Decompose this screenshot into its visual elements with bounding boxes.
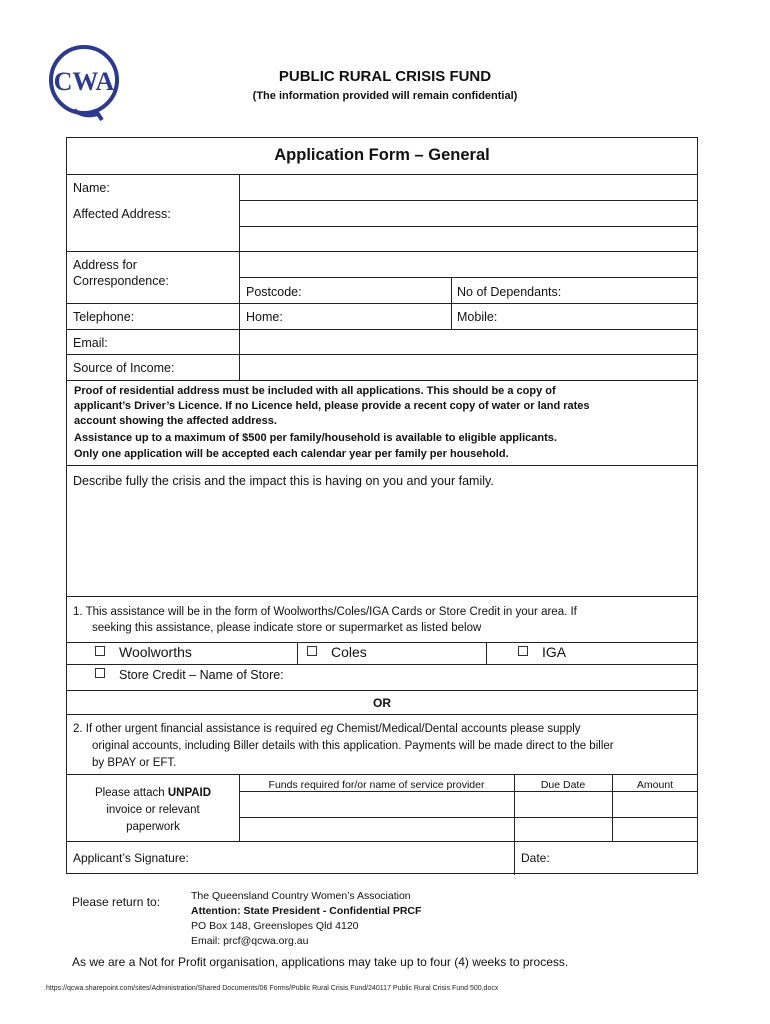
describe-label: Describe fully the crisis and the impact this is having on you and your family. [73, 474, 494, 488]
describe-field[interactable] [69, 492, 695, 594]
proof-note-line: account showing the affected address. [74, 415, 277, 427]
checkbox-store-credit[interactable] [95, 668, 105, 678]
option-coles[interactable]: Coles [307, 644, 367, 660]
application-form [66, 137, 698, 874]
amount-header: Amount [636, 779, 674, 791]
checkbox-woolworths[interactable] [95, 646, 105, 656]
attention-line: Attention: State President - Confidential PRCF [191, 905, 422, 917]
org-name: The Queensland Country Women’s Association [191, 890, 411, 902]
processing-note: As we are a Not for Profit organisation, applications may take up to four (4) weeks to process. [72, 955, 569, 969]
name-field[interactable] [243, 176, 697, 200]
return-label: Please return to: [72, 895, 161, 909]
checkbox-iga[interactable] [518, 646, 528, 656]
logo-text: CWA [53, 67, 115, 96]
attach-line1: Please attach UNPAID [94, 787, 212, 799]
signature-label: Applicant’s Signature: [73, 851, 189, 865]
option-iga[interactable]: IGA [518, 644, 566, 660]
name-label: Name: [73, 181, 110, 195]
correspondence-label-1: Address for [73, 258, 137, 272]
affected-address-label: Affected Address: [73, 207, 171, 221]
telephone-label: Telephone: [73, 310, 135, 324]
affected-address-field[interactable] [243, 202, 697, 250]
or-divider: OR [373, 696, 391, 710]
income-label: Source of Income: [73, 361, 175, 375]
item2-line2: original accounts, including Biller details with this application. Payments will be made direct to the biller [92, 740, 614, 752]
checkbox-coles[interactable] [307, 646, 317, 656]
email-contact: Email: prcf@qcwa.org.au [191, 935, 309, 947]
item2-line3: by BPAY or EFT. [92, 757, 177, 769]
email-field[interactable] [243, 331, 697, 353]
attach-line2: invoice or relevant [106, 804, 200, 816]
postcode-label[interactable]: Postcode: [246, 285, 302, 299]
due-date-header: Due Date [540, 779, 586, 791]
page-subtitle: (The information provided will remain confidential) [252, 90, 518, 102]
attach-line3: paperwork [126, 821, 180, 833]
form-title: Application Form – General [274, 146, 490, 164]
dependants-label[interactable]: No of Dependants: [457, 285, 562, 299]
document-url: https://qcwa.sharepoint.com/sites/Administration/Shared Documents/06 Forms/Public Rural Crisis Fund/240117 Public Rural Crisis Fund 500.docx [46, 985, 499, 992]
item1-line1: 1. This assistance will be in the form of Woolworths/Coles/IGA Cards or Store Credit in your area. If [73, 606, 577, 618]
signature-field[interactable] [227, 843, 507, 873]
po-box: PO Box 148, Greenslopes Qld 4120 [191, 920, 359, 932]
one-application-note: Only one application will be accepted each calendar year per family per household. [74, 448, 509, 460]
email-label: Email: [73, 336, 108, 350]
mobile-phone-field[interactable]: Mobile: [457, 310, 498, 324]
item2-line1: 2. If other urgent financial assistance is required eg Chemist/Medical/Dental accounts please supply [73, 723, 581, 735]
proof-note-line: applicant’s Driver’s Licence. If no Licence held, please provide a recent copy of water or land rates [74, 400, 590, 412]
page-title: PUBLIC RURAL CRISIS FUND [278, 68, 492, 85]
correspondence-label-2: Correspondence: [73, 274, 169, 288]
proof-note-line: Proof of residential address must be included with all applications. This should be a copy of [74, 385, 556, 397]
date-label: Date: [521, 851, 550, 865]
assistance-note: Assistance up to a maximum of $500 per family/household is available to eligible applicants. [74, 432, 557, 444]
income-field[interactable] [243, 356, 697, 378]
correspondence-address-field[interactable] [243, 253, 697, 277]
cwa-logo [48, 44, 120, 122]
funds-header: Funds required for/or name of service provider [268, 779, 485, 791]
option-store-credit[interactable]: Store Credit – Name of Store: [95, 668, 284, 682]
home-phone-field[interactable]: Home: [246, 310, 283, 324]
option-woolworths[interactable]: Woolworths [95, 644, 192, 660]
item1-line2: seeking this assistance, please indicate store or supermarket as listed below [92, 622, 482, 634]
